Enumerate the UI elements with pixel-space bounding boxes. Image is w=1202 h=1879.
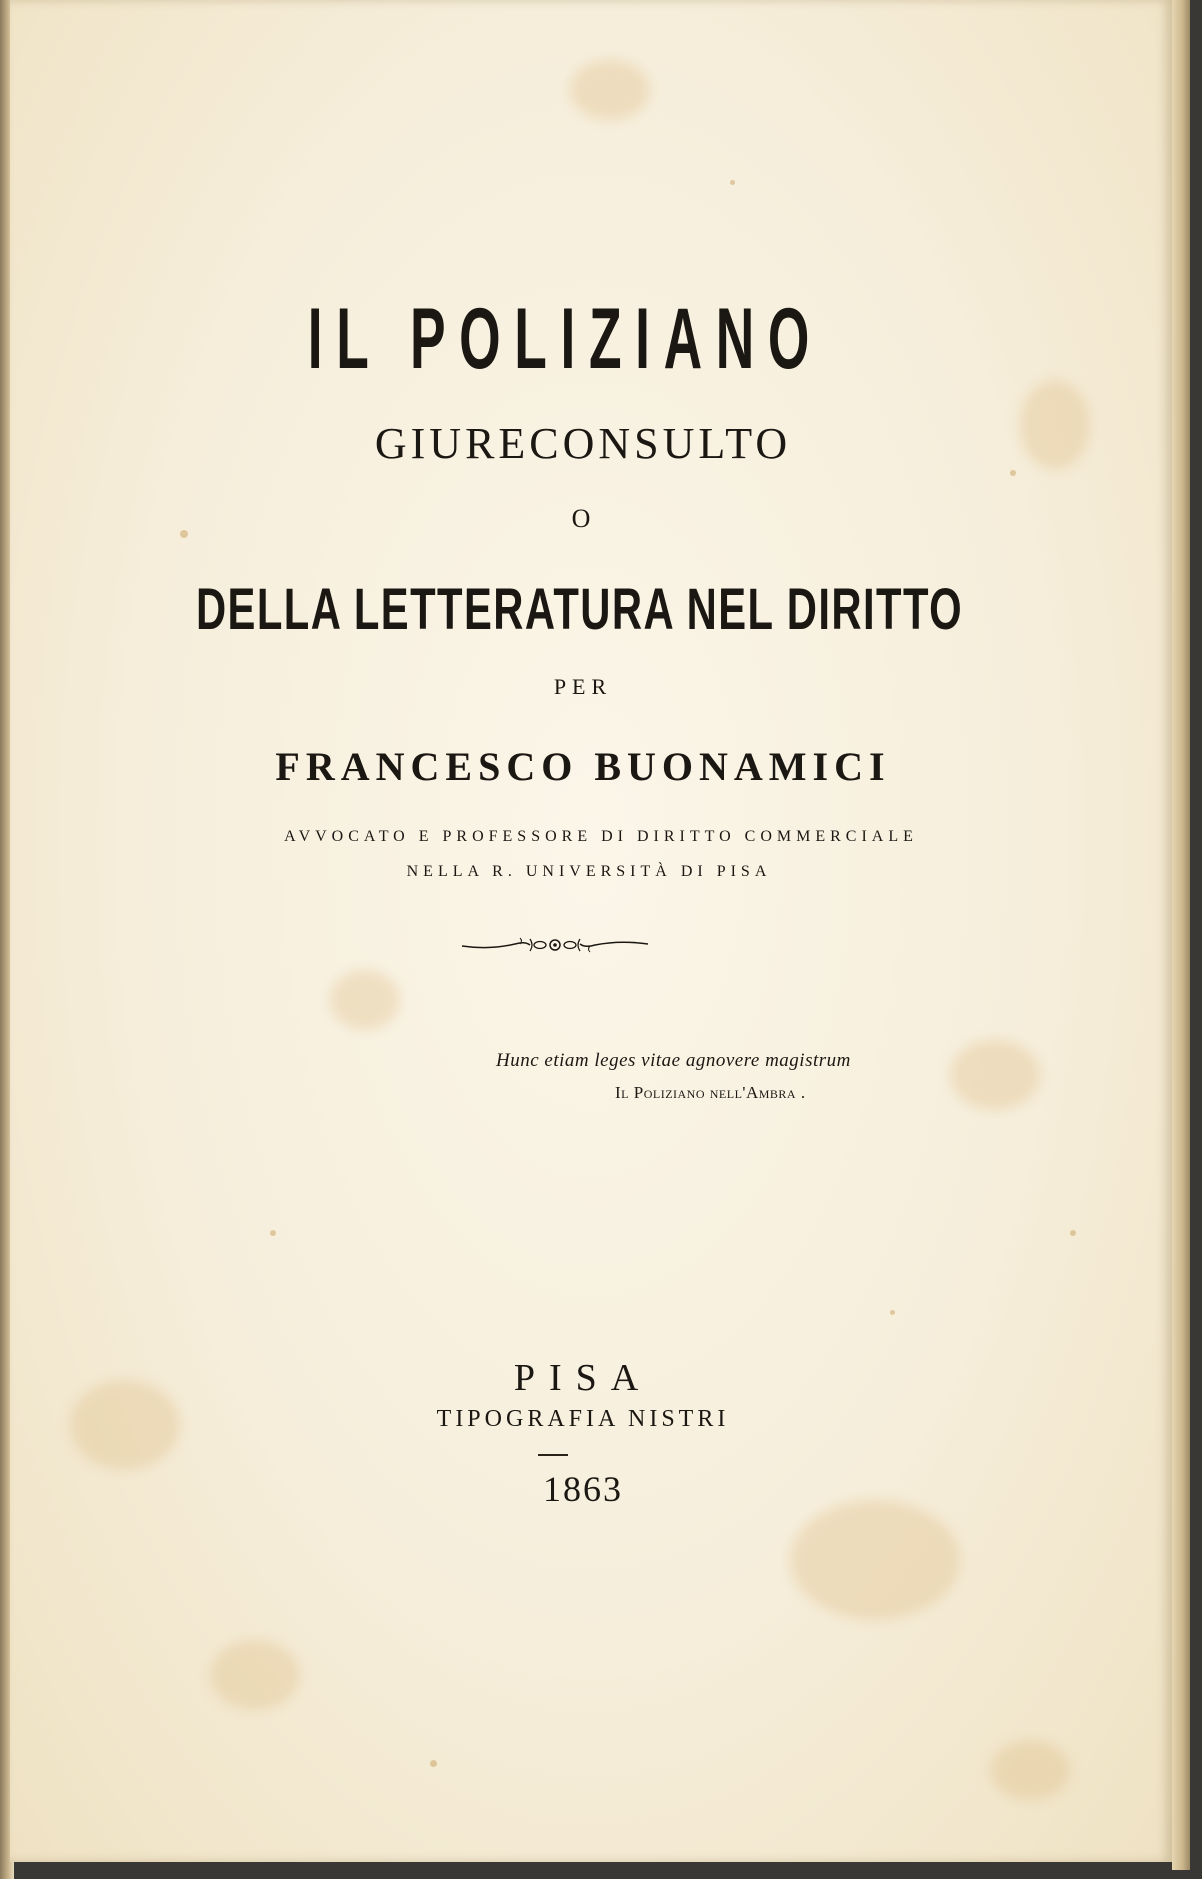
author-name: FRANCESCO BUONAMICI: [275, 744, 891, 789]
by-line: PER: [553, 674, 613, 699]
book-title: IL POLIZIANO: [307, 291, 824, 387]
foxing-stain: [570, 60, 650, 120]
foxing-dot: [890, 1310, 895, 1315]
author-affiliation-line-2: NELLA R. UNIVERSITÀ DI PISA: [406, 863, 772, 880]
publisher: TIPOGRAFIA NISTRI: [436, 1406, 730, 1432]
epigraph-source: Il Poliziano nell'Ambra .: [615, 1083, 806, 1102]
foxing-dot: [430, 1760, 437, 1767]
title-page: [10, 0, 1172, 1862]
book-subtitle: GIURECONSULTO: [374, 419, 792, 468]
foxing-dot: [270, 1230, 276, 1236]
page-edge: [1172, 0, 1182, 1870]
author-affiliation-line-1: AVVOCATO E PROFESSORE DI DIRITTO COMMERCIALE: [284, 828, 918, 845]
foxing-dot: [1010, 470, 1016, 476]
short-rule: [538, 1454, 568, 1456]
publication-year: 1863: [543, 1469, 623, 1509]
foxing-stain: [330, 970, 400, 1030]
epigraph-quote: Hunc etiam leges vitae agnovere magistrum: [496, 1050, 851, 1071]
book-subject: DELLA LETTERATURA NEL DIRITTO: [195, 577, 964, 642]
subtitle-conjunction: O: [571, 504, 591, 533]
publication-city: PISA: [513, 1357, 653, 1399]
foxing-stain: [950, 1040, 1040, 1110]
ornament-divider-icon: [460, 930, 650, 960]
foxing-stain: [790, 1500, 960, 1620]
foxing-stain: [990, 1740, 1070, 1800]
foxing-stain: [210, 1640, 300, 1710]
foxing-dot: [730, 180, 735, 185]
foxing-dot: [1070, 1230, 1076, 1236]
page-edge-back: [1182, 0, 1190, 1870]
